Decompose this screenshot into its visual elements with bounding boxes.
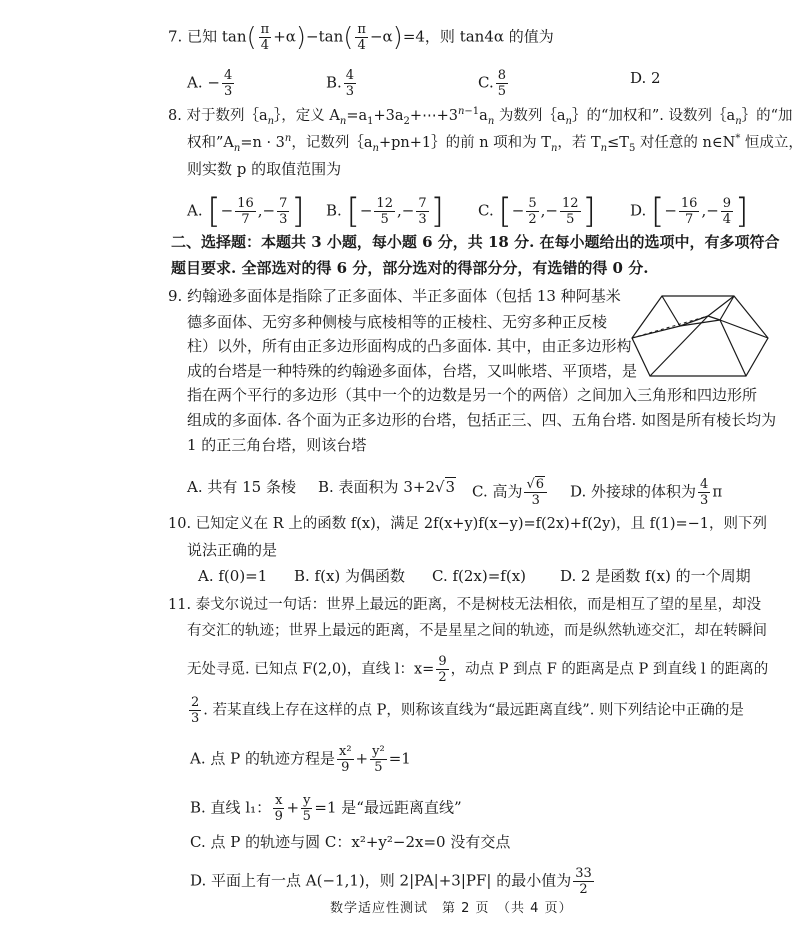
q11-option-a[interactable]: A. 点 P 的轨迹方程是 $\frac{\text{x²}}{9}$ + $\frac{\text{y²}}{5}$ =1 xyxy=(190,744,411,775)
q11-option-c[interactable]: C. 点 P 的轨迹与圆 C：x²+y²−2x=0 没有交点 xyxy=(190,833,511,851)
page-footer: 数学适应性测试 第 2 页 （共 4 页） xyxy=(330,901,573,916)
q9-stem-line6: 组成的多面体. 各个面为正多边形的台塔，包括正三、四、五角台塔. 如图是所有棱长均为 xyxy=(187,411,777,429)
triangular-cupola-figure xyxy=(630,288,770,380)
q9-stem-line7: 1 的正三角台塔，则该台塔 xyxy=(187,436,367,454)
q8-stem-line2: 权和$”A_n=n \cdot 3^n$，记数列$\{a_n+pn+1\}$的前 n 项和为 $T_n$，若 $T_n\le T_5$ 对任意的 n∈N* 恒成立， xyxy=(187,133,803,154)
q9-stem-line3: 柱）以外，所有由正多边形面构成的凸多面体. 其中，由正多边形构 xyxy=(187,337,632,355)
q11-stem-line1: 11. 泰戈尔说过一句话：世界上最远的距离，不是树枝无法相依，而是相互了望的星星，却没 xyxy=(168,597,762,613)
q8-stem-line1: 8. 对于数列$\{a_n\}$，定义 $A_n=a_1+3a_2+\cdots+3^{n-1}a_n$ 为数列$\{a_n\}$的“加权和”. 设数列$\{a_n\}$的“加 xyxy=(168,106,793,127)
q10-option-c[interactable]: C. f(2x)=f(x) xyxy=(432,567,527,585)
q11-option-d[interactable]: D. 平面上有一点 A(−1,1)，则 2|PA|+3|PF| 的最小值为 $\frac{33}{2}$ xyxy=(190,866,592,897)
q11-stem-line3: 无处寻觅. 已知点 F(2,0)，直线 l：x= $\frac{9}{2}$ ，动点 P 到点 F 的距离是点 P 到直线 l 的距离的 xyxy=(187,654,769,685)
q9-stem-line2: 德多面体、无穷多种侧棱与底棱相等的正棱柱、无穷多种正反棱 xyxy=(187,313,608,331)
q11-stem-line2: 有交汇的轨迹；世界上最远的距离，不是星星之间的轨迹，而是纵然轨迹交汇，却在转瞬间 xyxy=(187,623,767,639)
q7-option-d[interactable]: D. 2 xyxy=(630,69,661,87)
q10-stem-line1: 10. 已知定义在 R 上的函数 f(x)，满足 2f(x+y)f(x−y)=f(2x)+f(2y)，且 f(1)=−1，则下列 xyxy=(168,516,768,532)
q9-option-c[interactable]: C. 高为 $\frac{√6}{3}$ xyxy=(472,477,549,508)
q8-option-c[interactable]: C. [− $\frac{5}{2}$ ,− $\frac{12}{5}$ ] xyxy=(478,191,596,232)
q11-option-b[interactable]: B. 直线 l₁： $\frac{x}{9}$ + $\frac{y}{5}$ =1 是“最远距离直线” xyxy=(190,793,462,824)
q10-stem-line2: 说法正确的是 xyxy=(187,541,278,559)
q7-option-c[interactable]: C. $\frac{8}{5}$ xyxy=(478,68,506,99)
q9-stem-line4: 成的台塔是一种特殊的约翰逊多面体，台塔，又叫帐塔、平顶塔，是 xyxy=(187,362,638,380)
q8-option-b[interactable]: B. [− $\frac{12}{5}$ ,− $\frac{7}{3}$ ] xyxy=(326,191,444,232)
q9-stem-line1: 9. 约翰逊多面体是指除了正多面体、半正多面体（包括 13 种阿基米 xyxy=(168,287,621,305)
q7-option-a[interactable]: A. − $\frac{4}{3}$ xyxy=(187,68,233,99)
q10-option-b[interactable]: B. f(x) 为偶函数 xyxy=(294,567,406,585)
q7-option-b[interactable]: B. $\frac{4}{3}$ xyxy=(326,68,355,99)
q10-option-d[interactable]: D. 2 是函数 f(x) 的一个周期 xyxy=(560,567,751,585)
q9-option-d[interactable]: D. 外接球的体积为 $\frac{4}{3}$ π xyxy=(570,477,723,508)
q8-option-d[interactable]: D. [− $\frac{16}{7}$ ,− $\frac{9}{4}$ ] xyxy=(630,191,749,232)
q9-option-a[interactable]: A. 共有 15 条棱 xyxy=(187,478,296,496)
q9-option-b[interactable]: B. 表面积为 3+2√3 xyxy=(318,478,456,496)
q8-option-a[interactable]: A. [− $\frac{16}{7}$ ,− $\frac{7}{3}$ ] xyxy=(187,191,305,232)
q8-stem-line3: 则实数 p 的取值范围为 xyxy=(187,160,342,178)
q10-option-a[interactable]: A. f(0)=1 xyxy=(198,567,268,585)
q7-stem: 7. 已知 tan( $\frac{\pi}{4}$ +α)−tan( $\frac{\pi}{4}$ −α)=4，则 tan4α 的值为 xyxy=(168,22,554,53)
section2-header-line2: 题目要求. 全部选对的得 6 分，部分选对的得部分分，有选错的得 0 分. xyxy=(171,259,649,277)
q9-stem-line5: 指在两个平行的多边形（其中一个的边数是另一个的两倍）之间加入三角形和四边形所 xyxy=(187,386,758,404)
section2-header-line1: 二、选择题：本题共 3 小题，每小题 6 分，共 18 分. 在每小题给出的选项中，有多项符合 xyxy=(171,233,780,251)
q11-stem-line4: $\frac{2}{3}$ . 若某直线上存在这样的点 P，则称该直线为“最远距离直线”. 则下列结论中正确的是 xyxy=(191,695,744,726)
cupola-base-hexagon xyxy=(632,296,768,376)
